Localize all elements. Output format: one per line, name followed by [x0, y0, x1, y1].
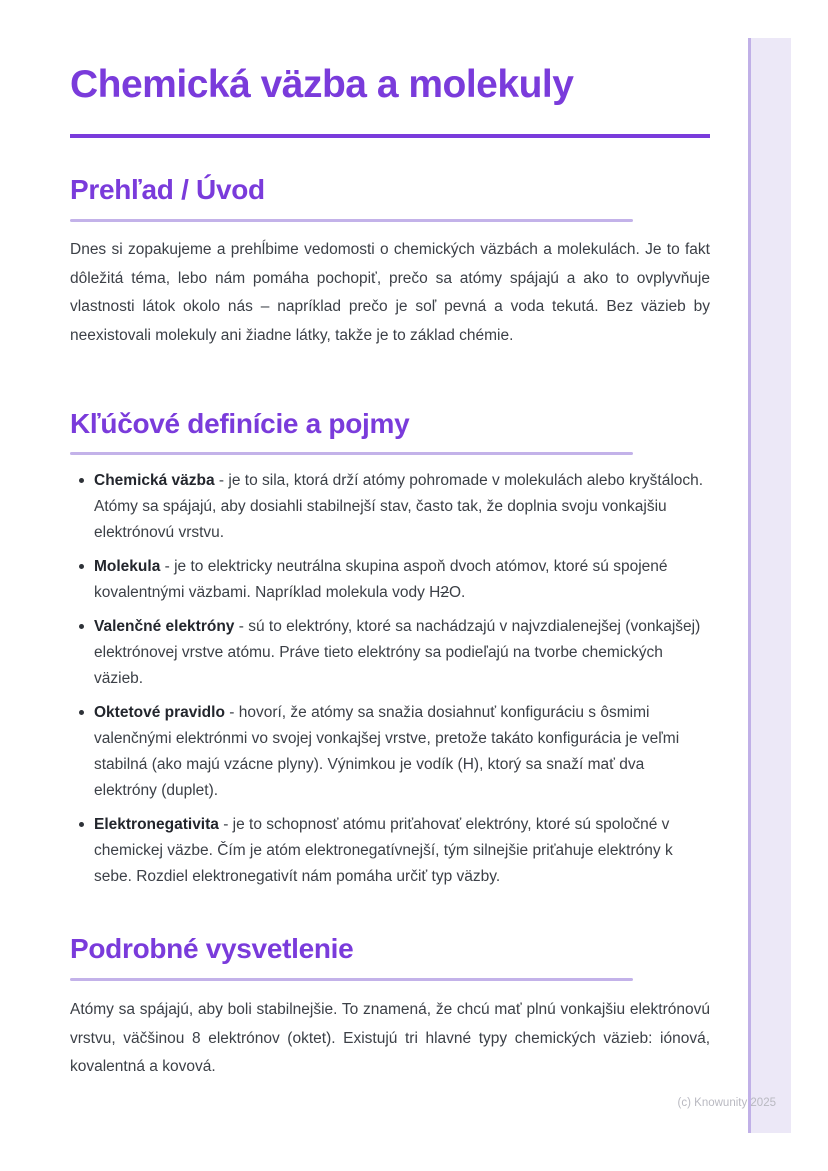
term-label: Valenčné elektróny: [94, 618, 235, 635]
page-side-accent-bar: [748, 38, 791, 1133]
list-item: [70, 614, 710, 692]
struck-subscript: 2: [440, 584, 449, 601]
explanation-paragraph: Atómy sa spájajú, aby boli stabilnejšie. To znamená, že chcú mať plnú vonkajšiu elektrónovú vrstvu, väčšinou 8 elektrónov (oktet). Existujú tri hlavné typy chemických väzieb: iónová, kovalentná a kovová.: [70, 1001, 710, 1075]
term-label: Elektronegativita: [94, 816, 219, 833]
page-title: Chemická väzba a molekuly: [70, 63, 574, 106]
copyright-footer: (c) Knowunity 2025: [677, 1097, 776, 1109]
bullet-text: - sú to elektróny, ktoré sa nachádzajú v najvzdialenejšej (vonkajšej) elektrónovej vrstve atómu. Práve tieto elektróny sa podieľajú na tvorbe chemických väzieb.: [94, 618, 701, 687]
section-heading-explanation: Podrobné vysvetlenie: [70, 933, 354, 964]
section-heading-overview: Prehľad / Úvod: [70, 174, 265, 205]
section-heading-definitions: Kľúčové definície a pojmy: [70, 408, 410, 439]
bullet-text: - je to schopnosť atómu priťahovať elektróny, ktoré sú spoločné v chemickej väzbe. Čím je atóm elektronegatívnejší, tým silnejšie priťahuje elektróny k sebe. Rozdiel elektronegativít nám pomáha určiť typ väzby.: [94, 816, 673, 885]
term-label: Molekula: [94, 558, 161, 575]
section-divider-explanation: [70, 978, 633, 981]
term-label: Oktetové pravidlo: [94, 704, 225, 721]
bullet-text: - je to sila, ktorá drží atómy pohromade v molekulách alebo kryštáloch. Atómy sa spájajú, aby dosiahli stabilnejší stav, často tak, že doplnia svoju vonkajšiu elektrónovú vrstvu.: [94, 472, 704, 541]
section-divider-overview: [70, 219, 633, 222]
list-item: [70, 468, 710, 546]
list-item: [70, 812, 710, 890]
title-divider: [70, 134, 710, 138]
bullet-text: O.: [448, 584, 466, 601]
list-item: [70, 700, 710, 804]
bullet-list: [70, 468, 710, 898]
list-item: [70, 554, 710, 606]
bullet-text: - hovorí, že atómy sa snažia dosiahnuť konfiguráciu s ôsmimi valenčnými elektrónmi vo svojej vonkajšej vrstve, pretože takáto konfigurácia je veľmi stabilná (ako majú vzácne plyny). Výnimkou je vodík (H), ktorý sa snaží mať dva elektróny (duplet).: [94, 704, 680, 799]
term-label: Chemická väzba: [94, 472, 215, 489]
bullet-text: - je to elektricky neutrálna skupina aspoň dvoch atómov, ktoré sú spojené kovalentnými väzbami. Napríklad molekula vody H: [94, 558, 668, 601]
overview-paragraph: Dnes si zopakujeme a prehĺbime vedomosti o chemických väzbách a molekulách. Je to fakt dôležitá téma, lebo nám pomáha pochopiť, prečo sa atómy spájajú a ako to ovplyvňuje vlastnosti látok okolo nás – napríklad prečo je soľ pevná a voda tekutá. Bez väzieb by neexistovali molekuly ani žiadne látky, takže je to základ chémie.: [70, 241, 710, 344]
section-divider-definitions: [70, 452, 633, 455]
